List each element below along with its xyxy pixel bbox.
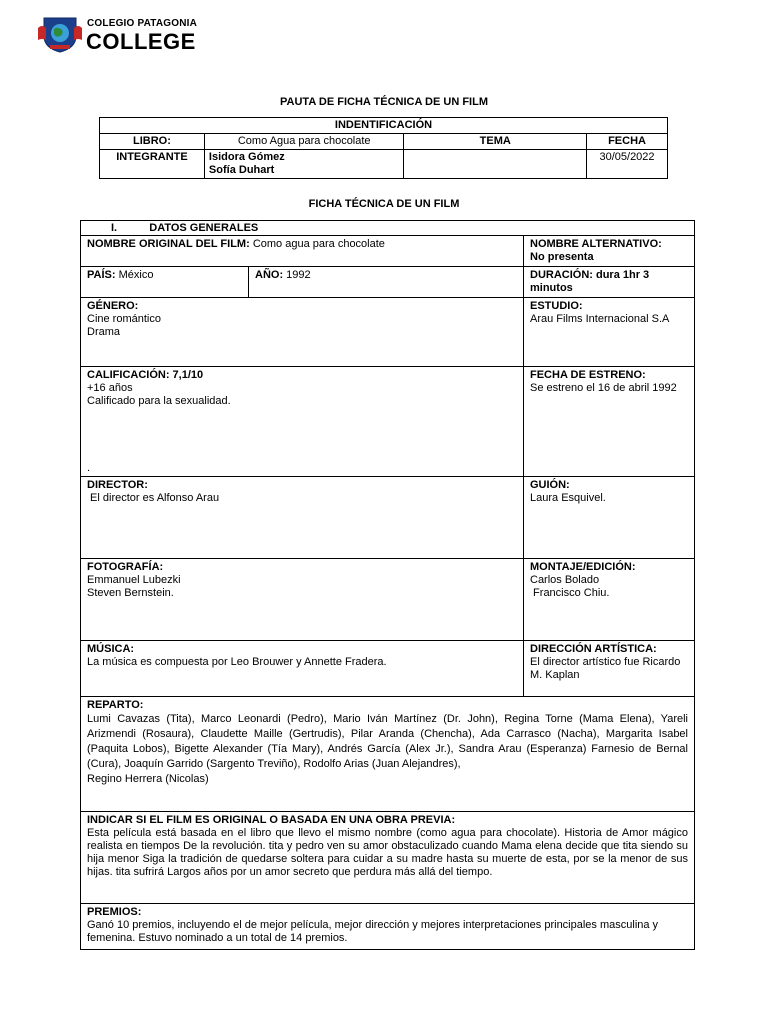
- libro-label: LIBRO:: [100, 134, 205, 150]
- libro-value: Como Agua para chocolate: [204, 134, 404, 150]
- premios-cell: [81, 904, 695, 950]
- anio-value: 1992: [286, 269, 311, 281]
- director-value: El director es Alfonso Arau: [87, 492, 220, 504]
- nombre-original-label: NOMBRE ORIGINAL DEL FILM:: [87, 238, 250, 250]
- estreno-value: Se estreno el 16 de abril 1992: [530, 382, 677, 394]
- fecha-value: 30/05/2022: [587, 150, 668, 179]
- direccion-artistica-cell: [524, 641, 695, 697]
- estudio-value: Arau Films Internacional S.A: [530, 313, 670, 325]
- estreno-cell: [524, 367, 695, 477]
- reparto-cell: [81, 697, 695, 812]
- calificacion-label: CALIFICACIÓN: 7,1/10: [87, 369, 204, 381]
- pais-label: PAÍS:: [87, 269, 116, 281]
- musica-cell: [81, 641, 524, 697]
- musica-label: MÚSICA:: [87, 643, 135, 655]
- section-title: DATOS GENERALES: [149, 222, 259, 234]
- duracion-value: minutos: [530, 282, 573, 294]
- school-logo: [36, 14, 84, 54]
- reparto-text: Lumi Cavazas (Tita), Marco Leonardi (Pedro), Mario Iván Martínez (Dr. John), Regina Torne (Mama Elena), Yareli Arizmendi (Rosaura), Claudette Maille (Gertrudis), Pilar Aranda (Chencha), Ada Carrasco (Nacha), Margarita Isabel (Paquita Lobos), Bigette Alexander (Tía Mary), Andrés García (Alex Jr.), Sandra Arau (Esperanza) Farnesio de Bernal (Cura), Joaquín Garrido (Sargento Treviño), Rodolfo Arias (Juan Alejandres),: [87, 713, 688, 770]
- direccion-artistica-label: DIRECCIÓN ARTÍSTICA:: [530, 643, 657, 655]
- section-number: I.: [111, 222, 118, 234]
- montaje-label: MONTAJE/EDICIÓN:: [530, 561, 636, 573]
- direccion-artistica-line: El director artístico fue Ricardo: [530, 656, 681, 668]
- pais-value: México: [118, 269, 154, 281]
- pais-cell: [81, 267, 249, 298]
- direccion-artistica-line: M. Kaplan: [530, 669, 580, 681]
- montaje-line: Francisco Chiu.: [530, 587, 610, 599]
- duracion-cell: [524, 267, 695, 298]
- premios-label: PREMIOS:: [87, 906, 142, 918]
- guion-cell: [524, 477, 695, 559]
- film-sheet-title: FICHA TÉCNICA DE UN FILM: [308, 198, 460, 210]
- calificacion-line: Calificado para la sexualidad.: [87, 395, 231, 407]
- estreno-label: FECHA DE ESTRENO:: [530, 369, 646, 381]
- estudio-label: ESTUDIO:: [530, 300, 583, 312]
- tema-label: TEMA: [404, 134, 587, 150]
- section-header: [81, 221, 695, 236]
- genero-item: Drama: [87, 326, 121, 338]
- premios-text: Ganó 10 premios, incluyendo el de mejor película, mejor dirección y mejores interpretaciones principales masculina y femenina. Estuvo nominado a un total de 14 premios.: [87, 919, 659, 944]
- guion-value: Laura Esquivel.: [530, 492, 606, 504]
- nombre-alternativo-value: No presenta: [530, 251, 594, 263]
- integrante-name: Isidora Gómez: [208, 151, 285, 163]
- anio-label: AÑO:: [255, 269, 284, 281]
- fotografia-label: FOTOGRAFÍA:: [87, 561, 164, 573]
- school-name-big: COLLEGE: [86, 29, 196, 54]
- anio-cell: [249, 267, 524, 298]
- integrante-label: INTEGRANTE: [100, 150, 205, 179]
- genero-cell: [81, 298, 524, 367]
- director-cell: [81, 477, 524, 559]
- school-name-small: COLEGIO PATAGONIA: [87, 18, 198, 29]
- montaje-cell: [524, 559, 695, 641]
- fotografia-line: Emmanuel Lubezki: [87, 574, 181, 586]
- director-label: DIRECTOR:: [87, 479, 148, 491]
- calificacion-dot: .: [87, 462, 91, 474]
- guion-label: GUIÓN:: [530, 479, 570, 491]
- nombre-alternativo-cell: [524, 236, 695, 267]
- montaje-line: Carlos Bolado: [530, 574, 600, 586]
- estudio-cell: [524, 298, 695, 367]
- genero-item: Cine romántico: [87, 313, 161, 325]
- nombre-alternativo-label: NOMBRE ALTERNATIVO:: [530, 238, 662, 250]
- nombre-original-value: Como agua para chocolate: [252, 238, 385, 250]
- fecha-label: FECHA: [587, 134, 668, 150]
- identification-header: INDENTIFICACIÓN: [100, 118, 668, 134]
- fotografia-cell: [81, 559, 524, 641]
- genero-label: GÉNERO:: [87, 300, 139, 312]
- identification-table: [99, 117, 668, 179]
- original-label: INDICAR SI EL FILM ES ORIGINAL O BASADA EN UNA OBRA PREVIA:: [87, 814, 456, 826]
- integrante-name: Sofía Duhart: [208, 164, 275, 176]
- nombre-original-cell: [81, 236, 524, 267]
- document-title: PAUTA DE FICHA TÉCNICA DE UN FILM: [280, 96, 488, 108]
- fotografia-line: Steven Bernstein.: [87, 587, 174, 599]
- musica-value: La música es compuesta por Leo Brouwer y Annette Fradera.: [87, 656, 387, 668]
- calificacion-cell: [81, 367, 524, 477]
- reparto-last: Regino Herrera (Nicolas): [87, 773, 209, 785]
- original-text: Esta película está basada en el libro que llevo el mismo nombre (como agua para chocolate). Historia de Amor mágico realista en tiempos De la revolución. tita y pedro ven su amor obstaculizado cuando Mama elena decide que tita siendo su hija menor Siga la tradición de quedarse soltera para cuidar a su madre hasta su muerte de esta, por se la menor de sus hijas. tita sufrirá Largos años por un amor secreto que perdura más allá del tiempo.: [87, 827, 688, 878]
- original-cell: [81, 812, 695, 904]
- film-sheet-table: [80, 220, 695, 950]
- calificacion-line: +16 años: [87, 382, 133, 394]
- duracion-label: DURACIÓN: dura 1hr 3: [530, 269, 650, 281]
- reparto-label: REPARTO:: [87, 699, 144, 711]
- integrantes-cell: [204, 150, 404, 179]
- tema-value: [404, 150, 587, 179]
